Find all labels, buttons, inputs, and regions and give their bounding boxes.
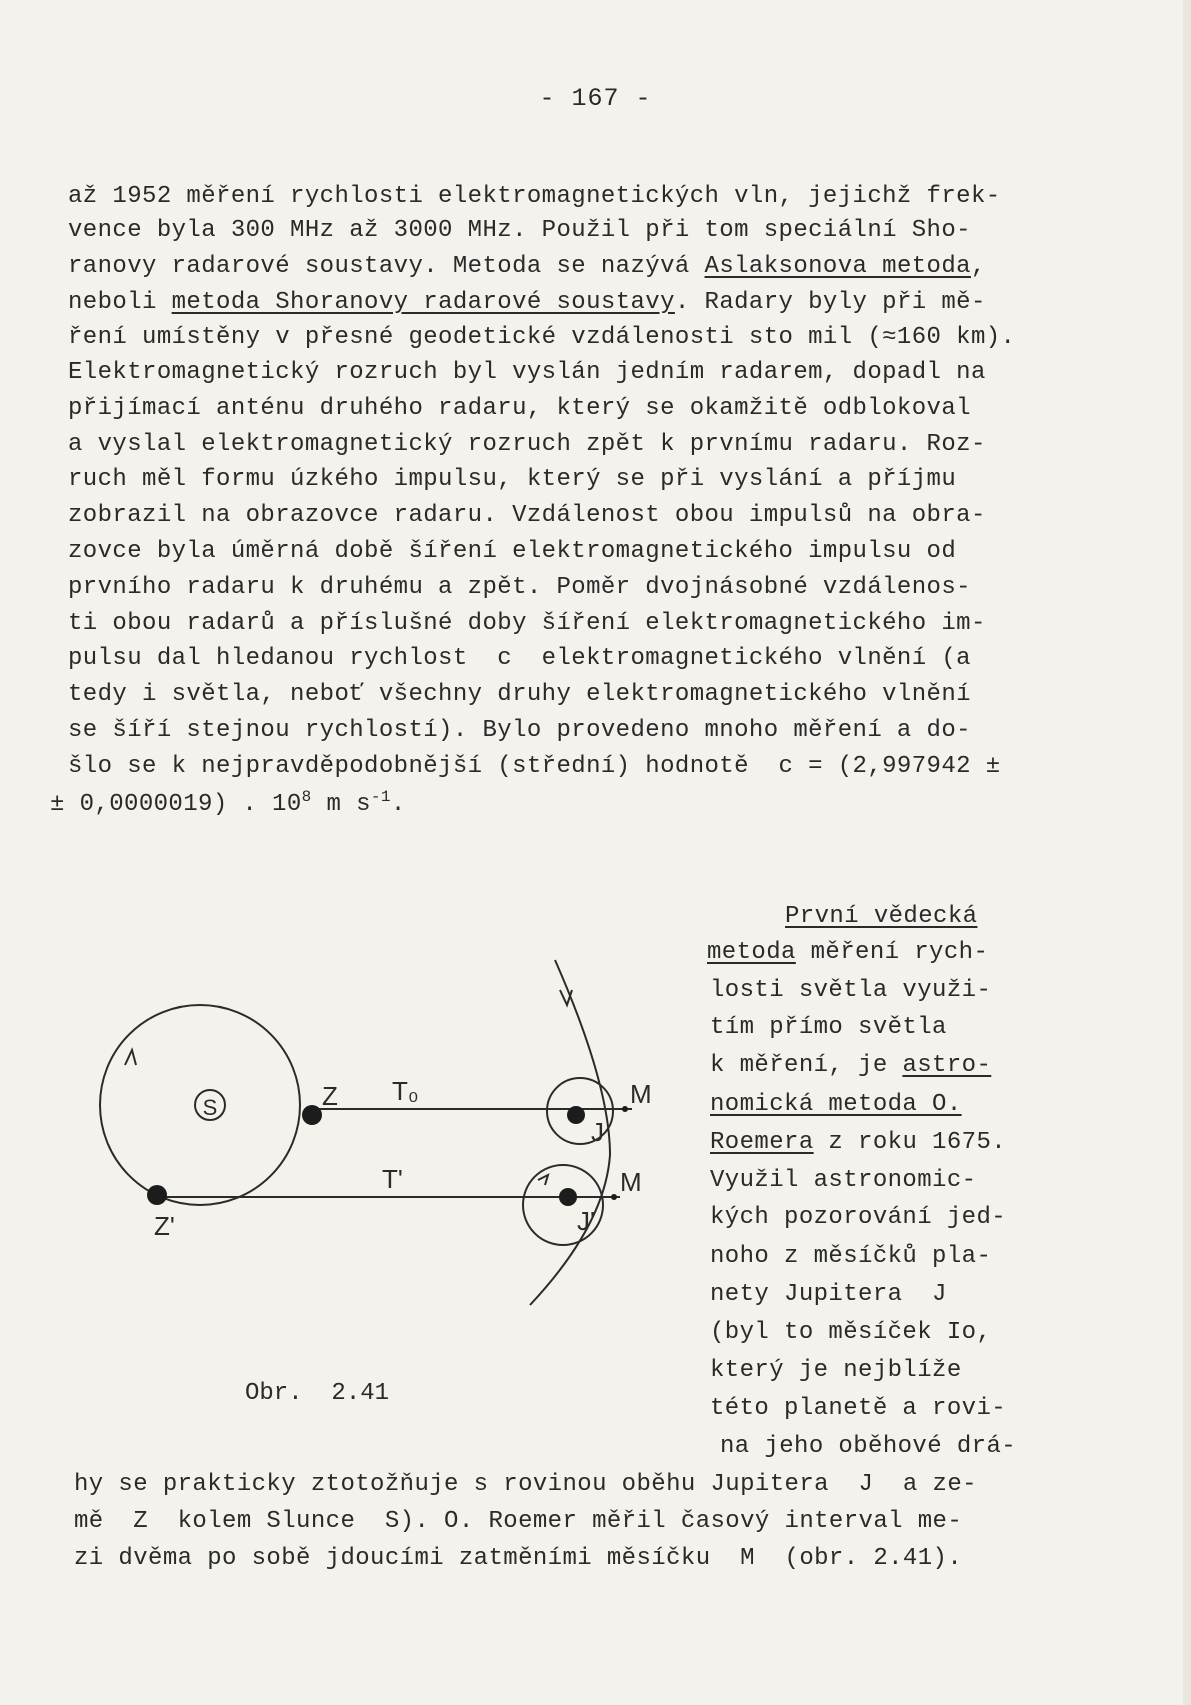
text-span: ranovy radarové soustavy. Metoda se nazývá [68,253,705,280]
text-line: Elektromagnetický rozruch byl vyslán jedním radarem, dopadl na [68,359,986,386]
exponent: 8 [301,788,312,806]
side-line: který je nejblíže [710,1357,962,1384]
text-line: až 1952 měření rychlosti elektromagnetických vln, jejichž frek- [68,183,1001,210]
text-line [68,252,986,282]
label-t1: T' [382,1164,403,1194]
text-line: pulsu dal hledanou rychlost c elektromagnetického vlnění (a [68,645,971,672]
text-line: ti obou radarů a příslušné doby šíření elektromagnetického im- [68,610,986,637]
side-line [710,1090,962,1120]
text-span: neboli [68,289,172,316]
figure-roemer-diagram [90,935,690,1315]
text-span: , [970,253,986,280]
term-roemer: Roemera [710,1129,814,1156]
text-line: ruch měl formu úzkého impulsu, který se při vyslání a příjmu [68,466,957,493]
orbit-arrow [560,990,572,1005]
label-s: S [202,1095,218,1120]
text-line: a vyslal elektromagnetický rozruch zpět k prvnímu radaru. Roz- [68,431,986,458]
side-line: nety Jupitera J [710,1281,947,1308]
side-heading: metoda [707,939,796,966]
text-span: . Radary byly při mě- [674,289,986,316]
label-z2: Z' [154,1211,175,1241]
earth-position-z [302,1105,322,1125]
side-line: (byl to měsíček Io, [710,1319,992,1346]
text-line: zovce byla úměrná době šíření elektromagnetického impulsu od [68,538,957,565]
side-line: losti světla využi- [710,977,992,1004]
side-line: noho z měsíčků pla- [710,1243,992,1270]
text-span: měření rych- [795,939,989,966]
term-astronomical-method: nomická metoda O. [710,1091,962,1118]
moon-m2 [611,1194,617,1200]
label-t0: T₀ [392,1076,419,1106]
figure-caption: Obr. 2.41 [245,1380,390,1407]
text-line: šlo se k nejpravděpodobnější (střední) hodnotě c = (2,997942 ± [68,753,1001,780]
text-line [68,288,986,318]
text-line: se šíří stejnou rychlostí). Bylo provedeno mnoho měření a do- [68,717,971,744]
orbit-arrow [125,1050,136,1065]
label-z: Z [322,1081,338,1111]
text-line: tedy i světla, neboť všechny druhy elektromagnetického vlnění [68,681,971,708]
orbit-arrow [538,1175,548,1185]
side-line: této planetě a rovi- [710,1395,1007,1422]
text-line: hy se prakticky ztotožňuje s rovinou oběhu Jupitera J a ze- [74,1471,977,1498]
side-line [710,1051,991,1081]
text-line: ření umístěny v přesné geodetické vzdálenosti sto mil (≈160 km). [68,324,1016,351]
side-line [707,938,988,968]
side-heading: První vědecká [785,903,978,930]
term-astronomical-method: astro- [902,1052,992,1079]
page-number: - 167 - [539,84,652,113]
jupiter-position-j2 [559,1188,577,1206]
jupiter-position-j [567,1106,585,1124]
side-line [785,902,977,932]
label-m2: M [620,1167,642,1197]
text-line: zi dvěma po sobě jdoucími zatměními měsíčku M (obr. 2.41). [74,1545,963,1572]
text-line: mě Z kolem Slunce S). O. Roemer měřil časový interval me- [74,1508,963,1535]
label-m: M [630,1079,652,1109]
page-edge [1183,0,1191,1705]
side-line: tím přímo světla [710,1014,947,1041]
text-line: zobrazil na obrazovce radaru. Vzdálenost obou impulsů na obra- [68,502,986,529]
text-span: . [390,791,406,818]
text-span: m s [311,791,371,818]
side-line: kých pozorování jed- [710,1204,1007,1231]
earth-position-z2 [147,1185,167,1205]
side-line: na jeho oběhové drá- [720,1433,1017,1460]
text-line: prvního radaru k druhému a zpět. Poměr dvojnásobné vzdálenos- [68,574,971,601]
moon-m [622,1106,628,1112]
text-span: k měření, je [710,1052,903,1079]
earth-orbit [100,1005,300,1205]
label-j: J [591,1117,604,1147]
text-line [50,790,406,820]
text-span: z roku 1675. [813,1129,1007,1156]
text-span: ± 0,0000019) . 10 [50,791,302,818]
label-j2: J' [577,1206,595,1236]
text-line: přijímací anténu druhého radaru, který se okamžitě odblokoval [68,395,971,422]
term-aslaksonova-metoda: Aslaksonova metoda [704,253,971,280]
side-line: Využil astronomic- [710,1167,977,1194]
term-shoran-method: metoda Shoranovy radarové soustavy [171,289,675,316]
exponent: -1 [370,788,391,806]
side-line [710,1128,1006,1158]
text-line: vence byla 300 MHz až 3000 MHz. Použil při tom speciální Sho- [68,217,971,244]
